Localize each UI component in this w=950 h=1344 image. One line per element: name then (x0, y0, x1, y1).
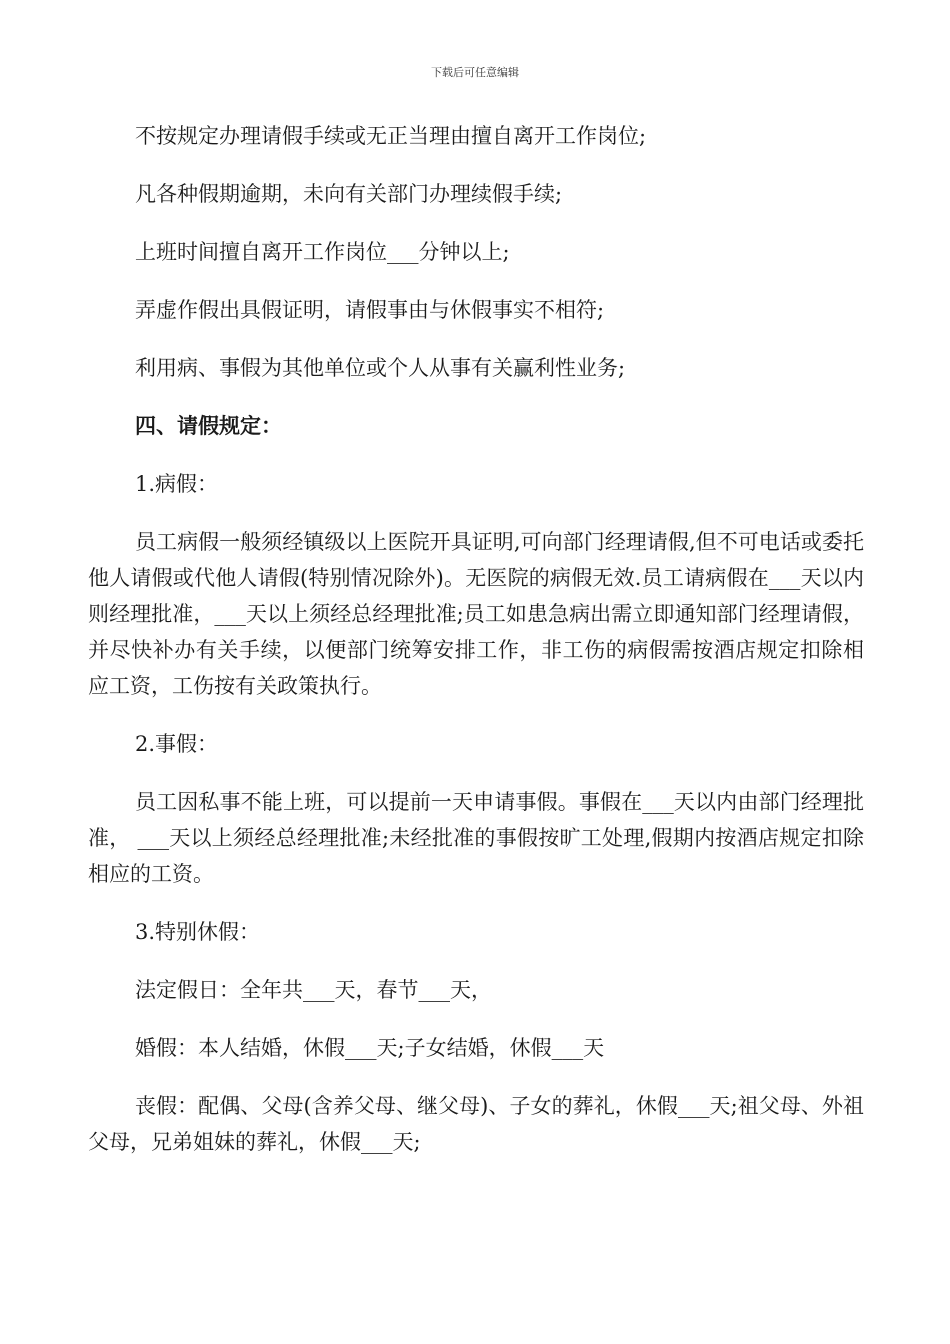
paragraph-unauthorized-leave: 不按规定办理请假手续或无正当理由擅自离开工作岗位; (135, 124, 647, 148)
paragraph-overdue-leave: 凡各种假期逾期，未向有关部门办理续假手续; (135, 182, 563, 206)
paragraph-false-certificate: 弄虚作假出具假证明，请假事由与休假事实不相符; (135, 298, 605, 322)
paragraph-marriage-leave: 婚假：本人结婚，休假___天;子女结婚，休假___天 (135, 1036, 605, 1060)
subheading-personal-leave: 2.事假： (135, 732, 219, 756)
subheading-sick-leave: 1.病假： (135, 472, 219, 496)
paragraph-leaving-post: 上班时间擅自离开工作岗位___分钟以上; (135, 240, 510, 264)
paragraph-public-holidays: 法定假日：全年共___天，春节___天， (135, 978, 492, 1002)
subheading-special-leave: 3.特别休假： (135, 920, 261, 944)
paragraph-personal-leave-details: 员工因私事不能上班，可以提前一天申请事假。事假在___天以内由部门经理批准， ___天以上须经总经理批准;未经批准的事假按旷工处理,假期内按酒店规定扣除相应的工资。 (88, 790, 864, 886)
document-body (88, 118, 864, 1160)
paragraph-bereavement-leave: 丧假：配偶、父母(含养父母、继父母)、子女的葬礼，休假___天;祖父母、外祖父母，兄弟姐妹的葬礼，休假___天; (88, 1094, 864, 1154)
paragraph-sick-leave-details: 员工病假一般须经镇级以上医院开具证明,可向部门经理请假,但不可电话或委托他人请假或代他人请假(特别情况除外)。无医院的病假无效.员工请病假在___天以内则经理批准，___天以上须经总经理批准;员工如患急病出需立即通知部门经理请假，并尽快补办有关手续，以便部门统筹安排工作，非工伤的病假需按酒店规定扣除相应工资，工伤按有关政策执行。 (88, 530, 864, 698)
paragraph-profit-business: 利用病、事假为其他单位或个人从事有关赢利性业务; (135, 356, 626, 380)
page-header: 下载后可任意编辑 (431, 66, 519, 79)
section-heading-leave-rules: 四、请假规定： (135, 413, 282, 438)
